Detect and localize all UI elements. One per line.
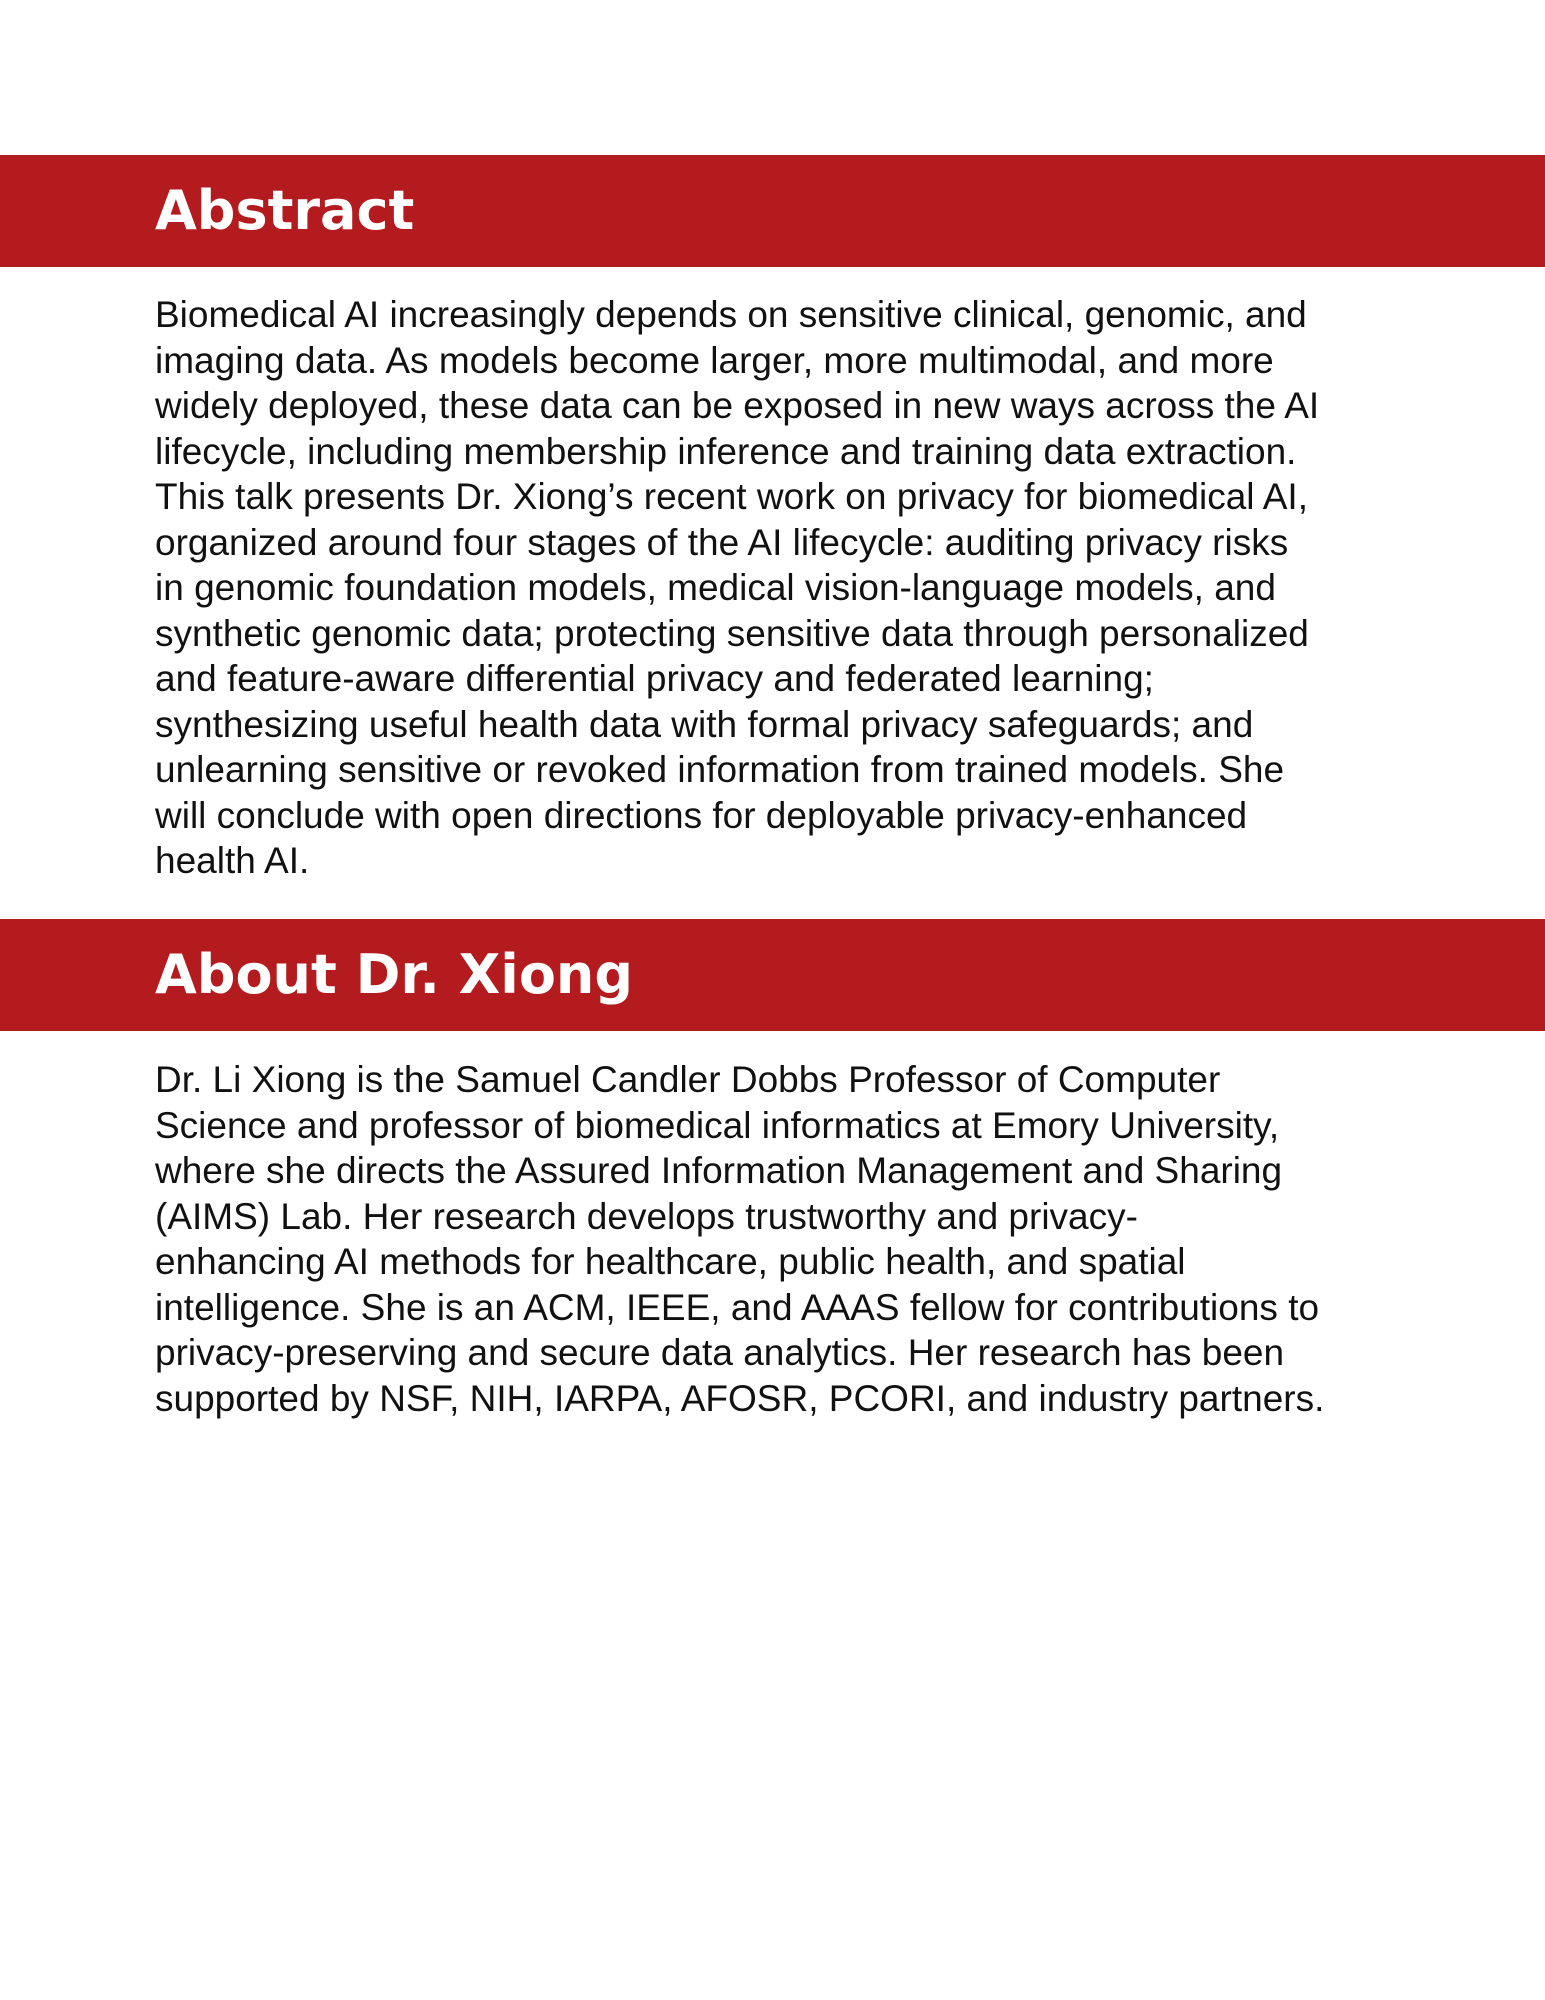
about-heading: About Dr. Xiong [155,943,634,1006]
abstract-line: will conclude with open directions for deployable privacy-enhanced [155,794,1248,836]
about-line: privacy-preserving and secure data analytics. Her research has been [155,1332,1285,1373]
about-line: enhancing AI methods for healthcare, public health, and spatial [155,1241,1186,1282]
abstract-paragraph [155,292,1400,884]
abstract-line: health AI. [155,840,310,881]
abstract-line: unlearning sensitive or revoked information from trained models. She [155,749,1285,790]
abstract-line: synthetic genomic data; protecting sensitive data through personalized [155,612,1309,654]
about-line: (AIMS) Lab. Her research develops trustworthy and privacy- [155,1195,1138,1237]
about-line: Dr. Li Xiong is the Samuel Candler Dobbs Professor of Computer [155,1059,1221,1100]
abstract-line: imaging data. As models become larger, more multimodal, and more [155,339,1274,381]
abstract-line: lifecycle, including membership inference and training data extraction. [155,430,1297,472]
about-line: intelligence. She is an ACM, IEEE, and AAAS fellow for contributions to [155,1286,1320,1328]
abstract-line: organized around four stages of the AI lifecycle: auditing privacy risks [155,521,1289,563]
abstract-heading: Abstract [155,179,415,242]
abstract-line: and feature-aware differential privacy and federated learning; [155,658,1154,699]
about-line: Science and professor of biomedical informatics at Emory University, [155,1104,1280,1146]
about-header-band [0,919,1545,1031]
about-line: where she directs the Assured Information Management and Sharing [155,1150,1283,1191]
abstract-line: This talk presents Dr. Xiong’s recent work on privacy for biomedical AI, [155,476,1308,517]
about-paragraph [155,1057,1400,1421]
about-line: supported by NSF, NIH, IARPA, AFOSR, PCORI, and industry partners. [155,1377,1325,1419]
abstract-header-band [0,155,1545,267]
abstract-line: widely deployed, these data can be exposed in new ways across the AI [155,385,1320,426]
abstract-line: synthesizing useful health data with formal privacy safeguards; and [155,703,1254,745]
abstract-line: in genomic foundation models, medical vision-language models, and [155,567,1276,608]
abstract-line: Biomedical AI increasingly depends on sensitive clinical, genomic, and [155,294,1307,335]
